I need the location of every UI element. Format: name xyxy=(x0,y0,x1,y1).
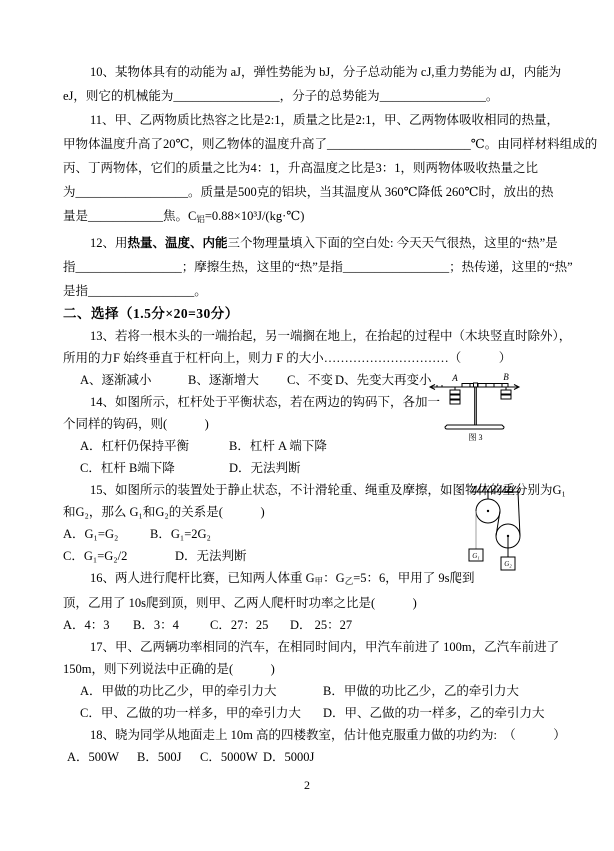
q13-option-c: C、不变 xyxy=(287,373,333,387)
q17-line-1: 17、甲、乙两辆功率相同的汽车，在相同时间内，甲汽车前进了 100m，乙汽车前进了 xyxy=(90,640,560,654)
q11-line-5 xyxy=(63,204,559,231)
q17-options-ab xyxy=(63,680,559,702)
q17-line-2: 150m，则下列说法中正确的是( ) xyxy=(63,662,275,676)
q16-option-b: B．3：4 xyxy=(133,618,179,632)
q17-option-d: D．甲、乙做的功一样多，乙的牵引力大 xyxy=(323,706,545,720)
q12-bold-terms: 热量、温度、内能 xyxy=(127,236,228,250)
q13-option-d: D、先变大再变小 xyxy=(335,373,432,387)
pulley-label-g1: G₁ xyxy=(472,552,480,560)
q14-line-1: 14、如图所示，杠杆处于平衡状态，若在两边的钩码下，各加一 xyxy=(90,395,441,409)
q15-line-1: 15、如图所示的装置处于静止状态，不计滑轮重、绳重及摩擦，如图物体的重分别为G₁ xyxy=(90,483,566,497)
q12-line-3: 是指_________________。 xyxy=(63,284,207,298)
q16-options xyxy=(63,614,559,636)
q15-option-b: B．G₁=2G₂ xyxy=(150,527,211,541)
q10-line-2: eJ，则它的机械能为_________________，分子的总势能为_________________。 xyxy=(63,89,499,103)
q15-option-c: C．G₁=G₂/2 xyxy=(63,549,128,563)
q18-option-d: D．5000J xyxy=(263,750,315,764)
q18-options xyxy=(63,746,559,768)
q11-line-2: 甲物体温度升高了20℃，则乙物体的温度升高了_______________________℃。由同样材料组成的 xyxy=(63,137,598,151)
q18-option-b: B．500J xyxy=(137,750,182,764)
q14-option-a: A．杠杆仍保持平衡 xyxy=(80,439,190,453)
pulley-label-g2: G₂ xyxy=(504,560,512,568)
q14-options-cd xyxy=(63,457,559,479)
q16-yi-subscript: 乙 xyxy=(344,576,354,586)
pulley-figure xyxy=(452,482,567,577)
q13-line-2: 所用的力F 始终垂直于杠杆向上，则力 F 的大小…………………………（ ） xyxy=(63,351,512,365)
q18-option-a: A．500W xyxy=(67,750,120,764)
q17-option-a: A．甲做的功比乙少，甲的牵引力大 xyxy=(80,684,277,698)
lever-balance-figure xyxy=(423,372,563,447)
q16-option-a: A．4：3 xyxy=(63,618,110,632)
q13-line-1: 13、若将一根木头的一端抬起，另一端搁在地上，在抬起的过程中（木块竖直时除外）， xyxy=(90,329,572,343)
q17-option-c: C．甲、乙做的功一样多，甲的牵引力大 xyxy=(80,706,301,720)
q17-option-b: B．甲做的功比乙少，乙的牵引力大 xyxy=(323,684,519,698)
q11-line-1: 11、甲、乙两物质比热容之比是2:1，质量之比是2:1，甲、乙两物体吸收相同的热量， xyxy=(90,113,559,127)
q11-line-3: 丙、丁两物体，它们的质量之比为4：1，升高温度之比是3：1，则两物体吸收热量之比 xyxy=(63,161,539,175)
q16-line1-mid: ：G xyxy=(323,571,345,585)
q12-line-2: 指_________________；摩擦生热，这里的“热”是指_________________；热传递，这里的“热” xyxy=(63,260,573,274)
q15-option-a: A．G₁=G₂ xyxy=(63,527,119,541)
q11-aluminum-subscript: 铝 xyxy=(196,214,205,224)
q12-line1-pre: 12、用 xyxy=(90,236,128,250)
q15-option-d: D．无法判断 xyxy=(175,549,247,563)
page-number: 2 xyxy=(304,778,310,792)
q11-line5-pre: 量是____________焦。C xyxy=(63,209,197,223)
q10-line-1: 10、某物体具有的动能为 aJ，弹性势能为 bJ，分子总动能为 cJ,重力势能为 dJ，内能为 xyxy=(90,65,562,79)
q13-option-b: B、逐渐增大 xyxy=(188,373,259,387)
q18-line-1: 18、晓为同学从地面走上 10m 高的四楼教室，估计他克服重力做的功约为: （ ） xyxy=(90,728,566,742)
q11-line5-post: =0.88×10³J/(kg·℃) xyxy=(204,209,305,223)
q14-option-c: C．杠杆 B端下降 xyxy=(80,461,175,475)
q16-line1-post: =5：6，甲用了 9s爬到 xyxy=(353,571,475,585)
q15-line-2: 和G₂，那么 G₁和G₂的关系是( ) xyxy=(63,505,265,519)
q14-option-b: B．杠杆 A 端下降 xyxy=(229,439,327,453)
lever-label-b: B xyxy=(503,372,509,382)
q16-jia-subscript: 甲 xyxy=(314,576,324,586)
q13-option-a: A、逐渐减小 xyxy=(80,373,152,387)
q12-line1-post: 三个物理量填入下面的空白处: 今天天气很热，这里的“热”是 xyxy=(227,236,558,250)
q12-line-1 xyxy=(63,231,559,255)
q16-option-c: C．27：25 xyxy=(210,618,269,632)
q16-option-d: D． 25：27 xyxy=(290,618,353,632)
lever-label-a: A xyxy=(452,373,458,383)
q14-line-2: 个同样的钩码，则( ) xyxy=(63,417,209,431)
q14-option-d: D．无法判断 xyxy=(229,461,301,475)
section2-header: 二、选择（1.5分×20=30分） xyxy=(63,306,239,321)
fill-in-section xyxy=(63,60,598,303)
q11-line-4: 为__________________。质量是500克的铝块，当其温度从 360℃降低 260℃时，放出的热 xyxy=(63,185,554,199)
q17-options-cd xyxy=(63,702,559,724)
q18-option-c: C．5000W xyxy=(200,750,258,764)
lever-figure-caption: 图 3 xyxy=(468,433,483,442)
q16-line-2: 顶，乙用了 10s爬到顶，则甲、乙两人爬杆时功率之比是( ) xyxy=(63,596,417,610)
q16-line1-pre: 16、两人进行爬杆比赛，已知两人体重 G xyxy=(90,571,315,585)
